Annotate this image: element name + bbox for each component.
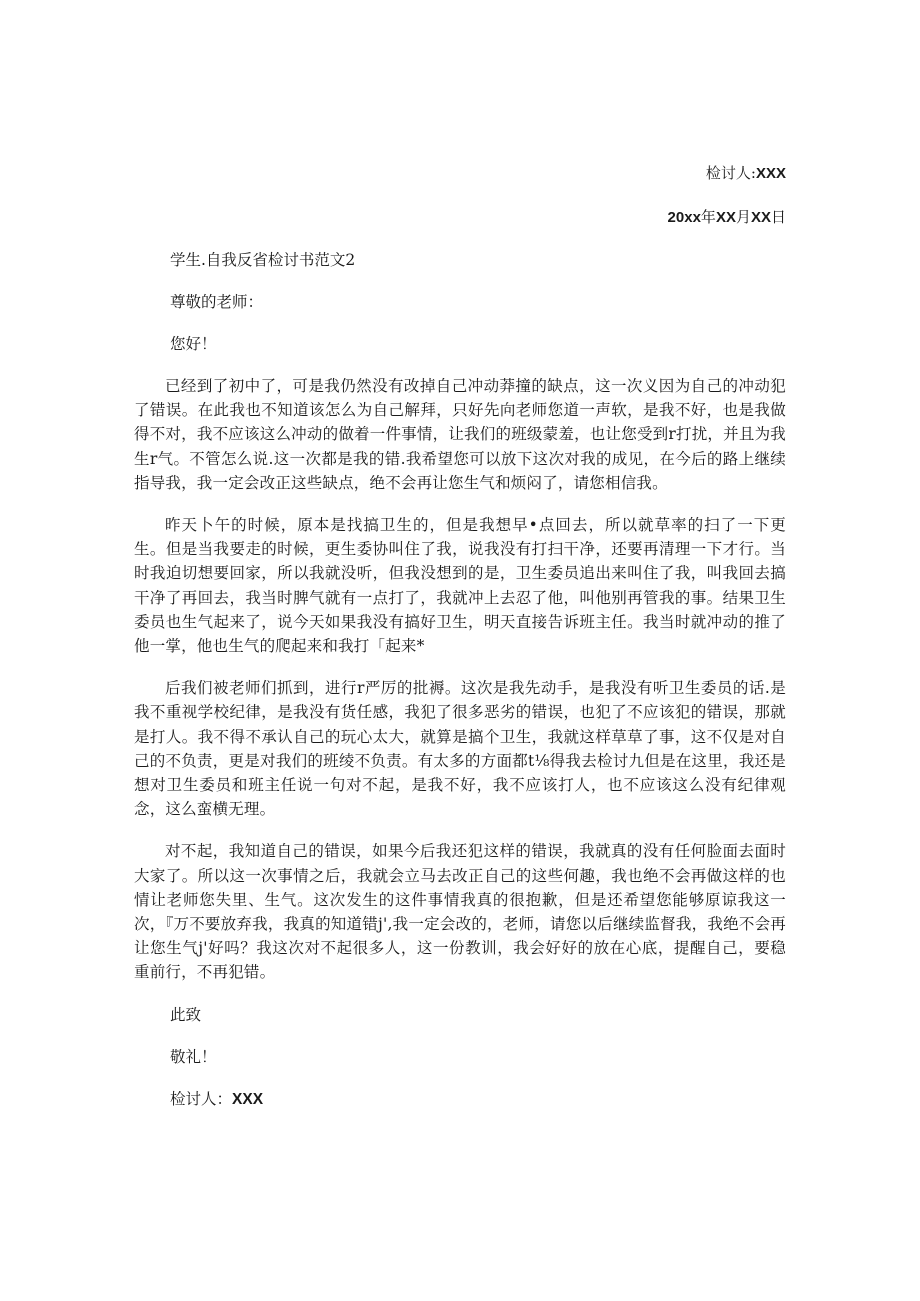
greeting: 您好！ — [170, 335, 217, 353]
letter-body — [134, 248, 786, 1112]
closing-regards: 此致 — [170, 1005, 202, 1024]
footer-signature-value: XXX — [232, 1090, 264, 1108]
footer-signature-label: 检讨人： — [170, 1089, 233, 1108]
date-year-unit: 年 — [700, 208, 716, 226]
date-year: 20xx — [667, 209, 701, 226]
header-date — [668, 206, 786, 229]
header-signature — [706, 162, 786, 185]
date-month-unit: 月 — [735, 208, 751, 226]
date-month: XX — [715, 209, 736, 226]
header-signature-value: XXX — [755, 165, 786, 182]
closing-salute: 敬礼！ — [170, 1047, 217, 1066]
paragraph-2: 昨天卜午的时候，原本是找搞卫生的，但是我想早•点回去，所以就草率的扫了一下更生。但是当我要走的时候，更生委协叫住了我，说我没有打扫干净，还要再清理一下才行。当时我迫切想要回家，所以我就没听，但我没想到的是，卫生委员追出来叫住了我，叫我回去搞干净了再回去，我当时脾气就有一点打了，我就冲上去忍了他，叫他别再管我的事。结果卫生委员也生气起来了，说今天如果我没有搞好卫生，明天直接告诉班主任。我当时就冲动的推了他一掌，他也生气的爬起来和我打「起来* — [134, 516, 786, 656]
paragraph-1: 已经到了初中了，可是我仍然没有改掉自己冲动莽撞的缺点，这一次义因为自己的冲动犯了错误。在此我也不知道该怎么为自己解拜，只好先向老师您道一声软，是我不好，也是我做得不对，我不应该这么冲动的做着一件事情，让我们的班级蒙羞，也让您受到r打扰，并且为我生r气。不管怎么说.这一次都是我的错.我希望您可以放下这次对我的成见，在今后的路上继续指导我，我一定会改正这些缺点，绝不会再让您生气和烦闷了，请您相信我。 — [134, 377, 786, 492]
salutation: 尊敬的老师： — [170, 293, 264, 311]
paragraph-4: 对不起，我知道自己的错误，如果今后我还犯这样的错误，我就真的没有任何脸面去面时大家了。所以这一次事情之后，我就会立马去改正自己的这些何趣，我也绝不会再做这样的也情让老师您失里、生气。这次发生的这件事情我真的很抱歉，但是还希望您能够原谅我这一次，『万不要放弃我，我真的知道错j',我一定会改的，老师，请您以后继续监督我，我绝不会再让您生气j'好吗？我这次对不起很多人，这一份教训，我会好好的放在心底，提醒自己，要稳重前行，不再犯错。 — [134, 842, 786, 982]
footer-signature — [134, 1087, 786, 1112]
date-day: XX — [750, 209, 771, 226]
header-signature-label: 检讨人: — [705, 164, 756, 182]
date-day-unit: 日 — [770, 208, 786, 226]
letter-title: 学生.自我反省检讨书范文2 — [170, 251, 356, 269]
paragraph-3: 后我们被老师们抓到，进行r严厉的批褥。这次是我先动手，是我没有听卫生委员的话.是我不重视学校纪律，是我没有货任感，我犯了很多恶劣的错误，也犯了不应该犯的错误，那就是打人。我不得不承认自己的玩心太大，就算是搞个卫生，我就这样草草了事，这不仅是对自己的不负责，更是对我们的班绫不负责。有太多的方面都t⅛得我去检讨九但是在这里，我还是想对卫生委员和班主任说一句对不起，是我不好，我不应该打人，也不应该这么没有纪律观念，这么蛮横无理。 — [134, 679, 786, 819]
